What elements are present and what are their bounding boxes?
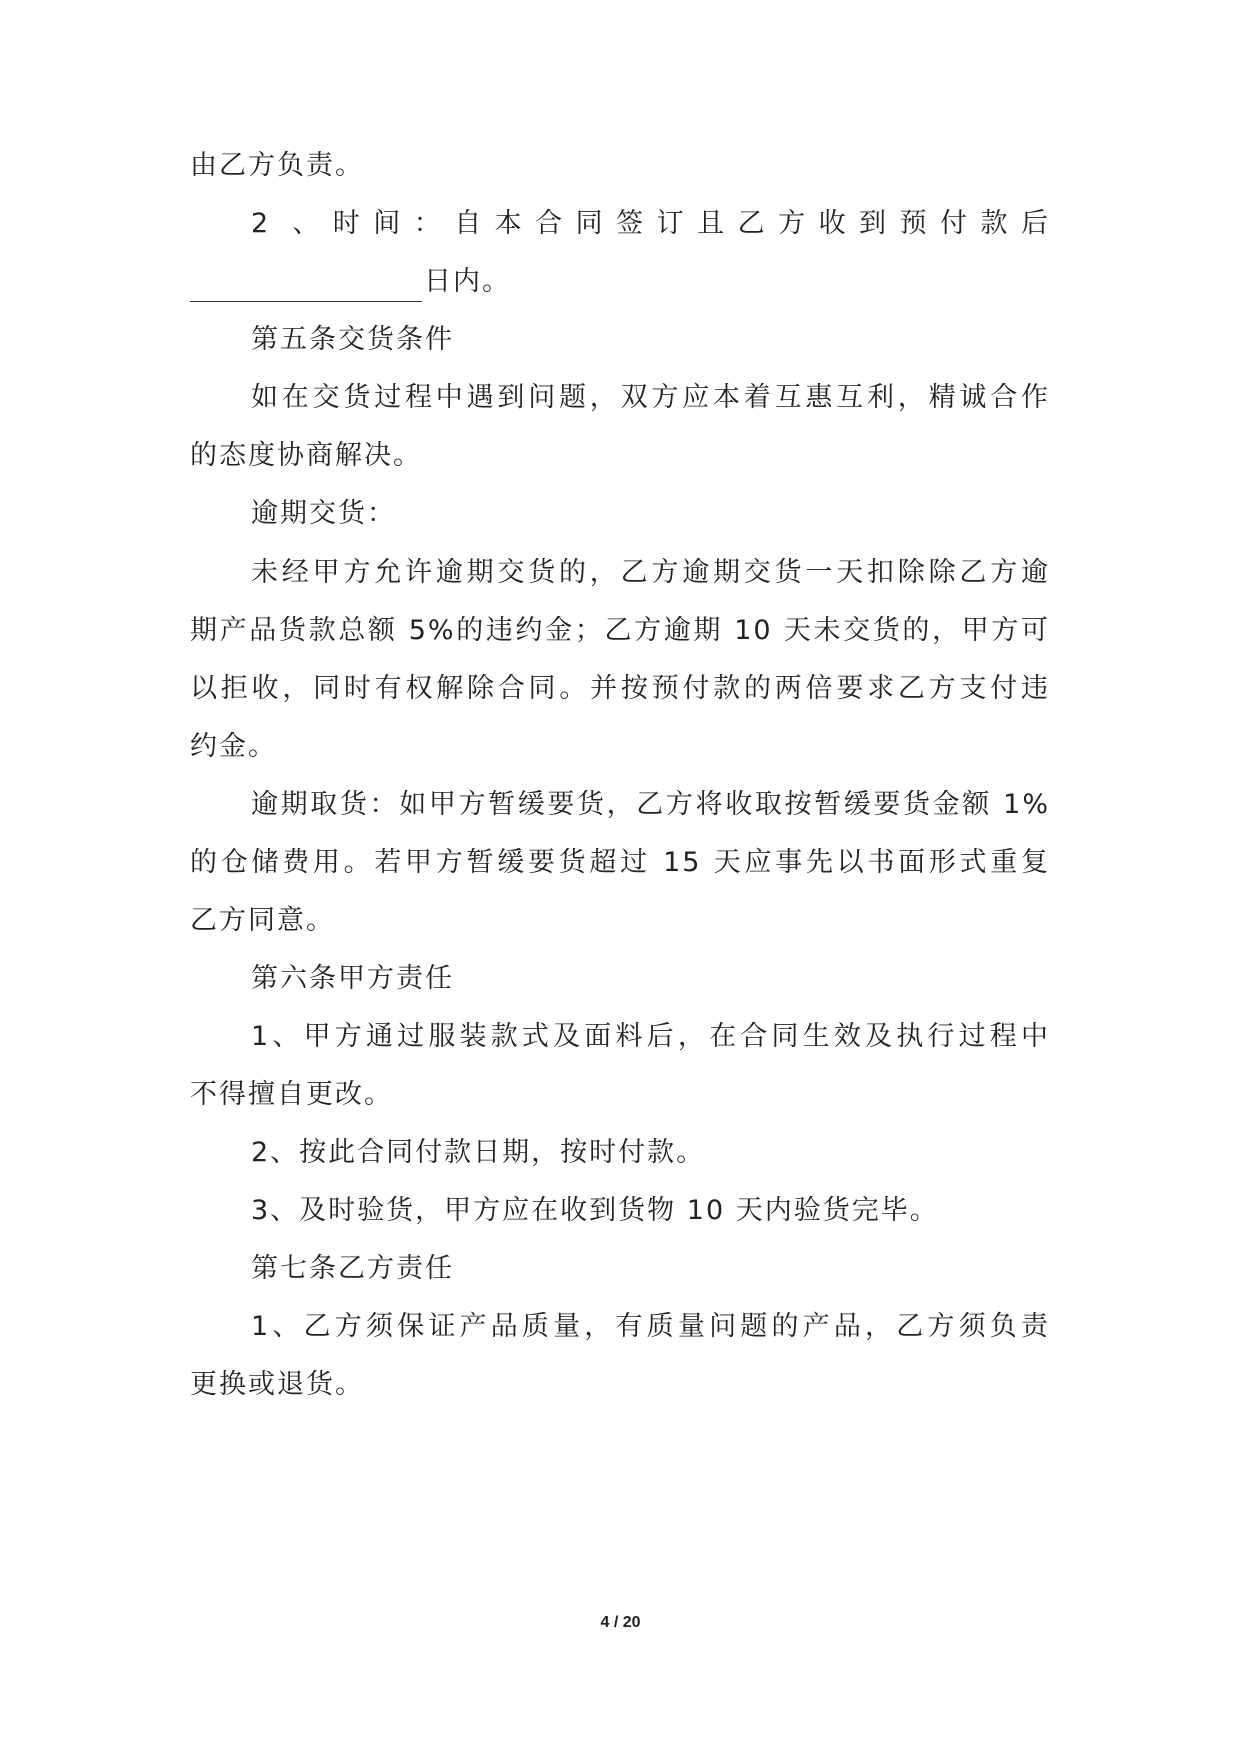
page-number: 4 / 20 xyxy=(600,1614,641,1631)
section-heading: 第五条交货条件 xyxy=(251,324,454,355)
paragraph-line: 乙方同意。 xyxy=(190,905,335,936)
paragraph-line: 的态度协商解决。 xyxy=(190,440,422,471)
section-heading: 第六条甲方责任 xyxy=(251,963,454,994)
paragraph-line: 更换或退货。 xyxy=(190,1369,364,1400)
paragraph-line: 1、甲方通过服装款式及面料后，在合同生效及执行过程中 xyxy=(251,1021,1050,1052)
section-heading: 第七条乙方责任 xyxy=(251,1253,454,1284)
paragraph-line: 未经甲方允许逾期交货的，乙方逾期交货一天扣除除乙方逾 xyxy=(251,557,1050,588)
subsection-heading: 逾期交货： xyxy=(251,498,396,529)
paragraph-line: 不得擅自更改。 xyxy=(190,1079,393,1110)
paragraph-line: 期产品货款总额 5%的违约金；乙方逾期 10 天未交货的，甲方可 xyxy=(190,615,1050,646)
paragraph-line: 以拒收，同时有权解除合同。并按预付款的两倍要求乙方支付违 xyxy=(190,673,1050,704)
paragraph-line: 3、及时验货，甲方应在收到货物 10 天内验货完毕。 xyxy=(251,1195,939,1226)
paragraph-line: 1、乙方须保证产品质量，有质量问题的产品，乙方须负责 xyxy=(251,1311,1050,1342)
blank-suffix-text: 日内。 xyxy=(424,266,511,297)
paragraph-line: 2、按此合同付款日期，按时付款。 xyxy=(251,1137,706,1168)
paragraph-line xyxy=(190,262,1050,302)
fill-in-blank xyxy=(190,271,422,302)
paragraph-line: 的仓储费用。若甲方暂缓要货超过 15 天应事先以书面形式重复 xyxy=(190,847,1050,878)
paragraph-line: 逾期取货：如甲方暂缓要货，乙方将收取按暂缓要货金额 1% xyxy=(251,789,1050,820)
paragraph-line: 由乙方负责。 xyxy=(190,150,364,181)
paragraph-line: 2 、时间：自本合同签订且乙方收到预付款后 xyxy=(251,208,1050,239)
paragraph-line: 约金。 xyxy=(190,731,277,762)
paragraph-line: 如在交货过程中遇到问题，双方应本着互惠互利，精诚合作 xyxy=(251,382,1050,413)
